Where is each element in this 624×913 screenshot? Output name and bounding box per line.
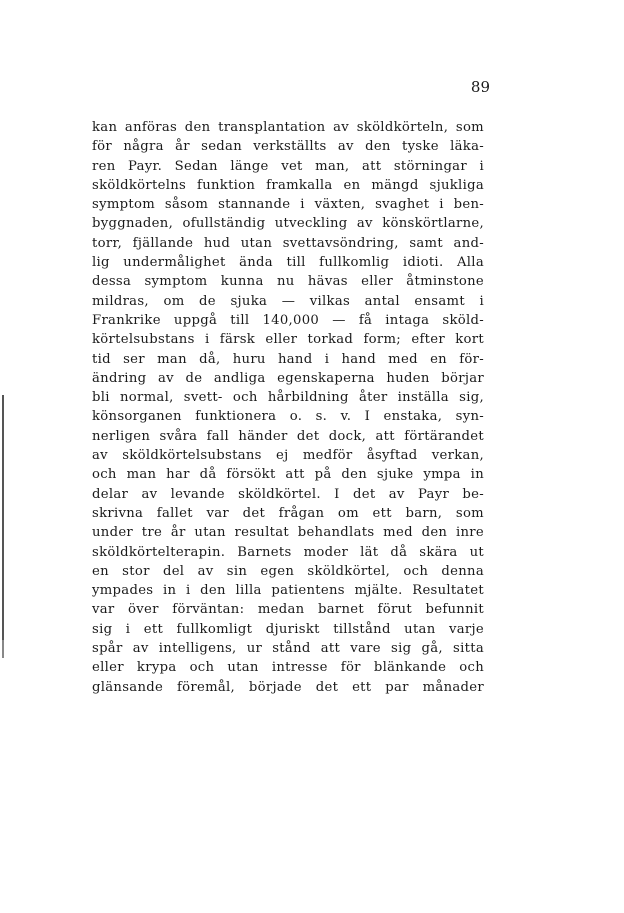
text-line: dessa symptom kunna nu hävas eller åtminstone [92,274,484,290]
binding-edge-mark [2,640,4,658]
text-line: för några år sedan verkställts av den tyske läka- [92,139,484,155]
text-line: ren Payr. Sedan länge vet man, att störningar i [92,158,484,174]
text-line: sköldkörtelterapin. Barnets moder lät då skära ut [92,544,484,560]
text-line: och man har då försökt att på den sjuke ympa in [92,467,484,483]
text-line: nerligen svåra fall händer det dock, att förtärandet [92,428,484,444]
text-line: kan anföras den transplantation av sköldkörteln, som [92,120,484,135]
text-line: delar av levande sköldkörtel. I det av Payr be- [92,486,484,502]
text-line: tid ser man då, huru hand i hand med en för- [92,351,484,367]
text-line: eller krypa och utan intresse för blänkande och [92,660,484,676]
text-line: Frankrike uppgå till 140,000 — få intaga sköld- [92,312,484,328]
text-line: könsorganen funktionera o. s. v. I enstaka, syn- [92,409,484,425]
text-line: var över förväntan: medan barnet förut befunnit [92,602,484,618]
text-line: symptom såsom stannande i växten, svaghet i ben- [92,197,484,213]
text-line: lig undermålighet ända till fullkomlig idioti. Alla [92,255,484,271]
text-line: en stor del av sin egen sköldkörtel, och denna [92,563,484,579]
text-line: torr, fjällande hud utan svettavsöndring, samt and- [92,235,484,251]
text-line: sig i ett fullkomligt djuriskt tillstånd utan varje [92,621,484,637]
text-line: bli normal, svett- och hårbildning åter inställa sig, [92,390,484,406]
binding-edge-shadow [2,395,4,645]
text-line: glänsande föremål, började det ett par månader [92,679,484,695]
text-line: spår av intelligens, ur stånd att vare sig gå, sitta [92,641,484,657]
page-number: 89 [470,78,490,96]
text-line: sköldkörtelns funktion framkalla en mängd sjukliga [92,177,484,193]
text-line: ympades in i den lilla patientens mjälte. Resultatet [92,583,484,599]
text-line: ändring av de andliga egenskaperna huden börjar [92,370,484,386]
text-line: körtelsubstans i färsk eller torkad form; efter kort [92,332,484,348]
body-text [92,118,484,697]
text-line: av sköldkörtelsubstans ej medför åsyftad verkan, [92,448,484,464]
text-line: under tre år utan resultat behandlats med den inre [92,525,484,541]
text-line: skrivna fallet var det frågan om ett barn, som [92,505,484,521]
text-line: mildras, om de sjuka — vilkas antal ensamt i [92,293,484,309]
text-line: byggnaden, ofullständig utveckling av könskörtlarne, [92,216,484,232]
